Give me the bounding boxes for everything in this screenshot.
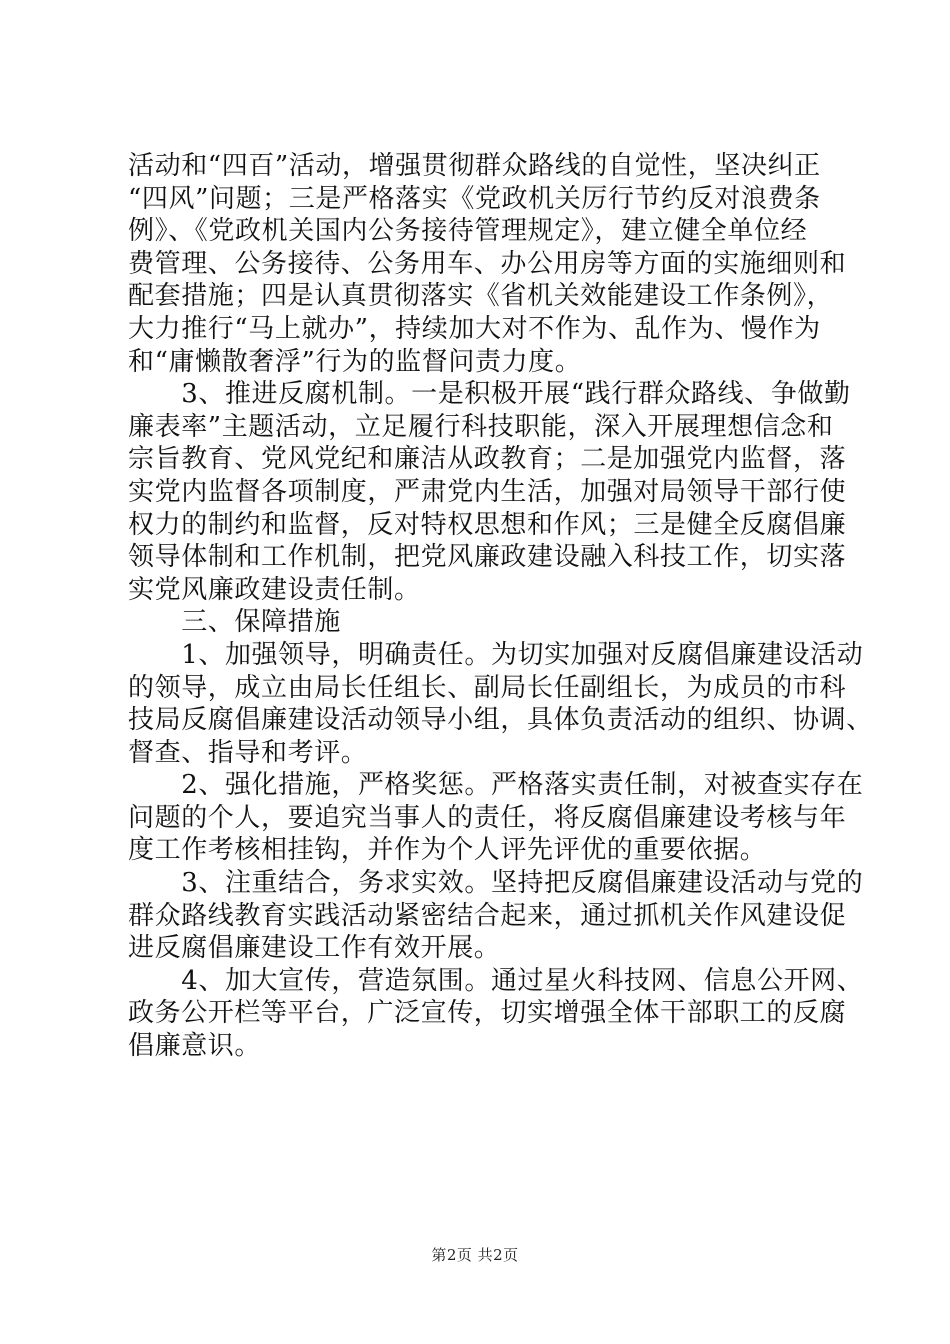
text-line: 督查、指导和考评。: [128, 737, 368, 768]
text-line: 领导体制和工作机制，把党风廉政建设融入科技工作，切实落: [128, 542, 847, 573]
text-line: 1、加强领导，明确责任。为切实加强对反腐倡廉建设活动: [128, 639, 864, 670]
text-line: 3、注重结合，务求实效。坚持把反腐倡廉建设活动与党的: [128, 868, 864, 899]
text-line: 和“庸懒散奢浮”行为的监督问责力度。: [128, 346, 582, 377]
text-line: 实党风廉政建设责任制。: [128, 574, 421, 605]
page-footer: [0, 1244, 950, 1265]
text-line: 宗旨教育、党风党纪和廉洁从政教育；二是加强党内监督，落: [128, 444, 847, 475]
text-line: 例》、《党政机关国内公务接待管理规定》，建立健全单位经: [128, 216, 808, 247]
text-line: 配套措施；四是认真贯彻落实《省机关效能建设工作条例》，: [128, 281, 834, 312]
text-line: 2、强化措施，严格奖惩。严格落实责任制，对被查实存在: [128, 770, 864, 801]
text-line: 进反腐倡廉建设工作有效开展。: [128, 933, 501, 964]
text-line: 问题的个人，要追究当事人的责任，将反腐倡廉建设考核与年: [128, 802, 847, 833]
text-line: 政务公开栏等平台，广泛宣传，切实增强全体干部职工的反腐: [128, 998, 847, 1029]
text-line: 的领导，成立由局长任组长、副局长任副组长，为成员的市科: [128, 672, 847, 703]
text-line: 大力推行“马上就办”，持续加大对不作为、乱作为、慢作为: [128, 313, 821, 344]
text-line: 权力的制约和监督，反对特权思想和作风；三是健全反腐倡廉: [128, 509, 847, 540]
text-line: 度工作考核相挂钩，并作为个人评先评优的重要依据。: [128, 835, 767, 866]
page-number: 第2页 共2页: [431, 1246, 519, 1264]
text-line: 廉表率”主题活动，立足履行科技职能，深入开展理想信念和: [128, 411, 834, 442]
text-line: 倡廉意识。: [128, 1031, 262, 1062]
text-line: 3、推进反腐机制。一是积极开展“践行群众路线、争做勤: [128, 379, 851, 410]
text-line: “四风”问题；三是严格落实《党政机关厉行节约反对浪费条: [128, 183, 821, 214]
text-line: 群众路线教育实践活动紧密结合起来，通过抓机关作风建设促: [128, 900, 847, 931]
text-line: 技局反腐倡廉建设活动领导小组，具体负责活动的组织、协调、: [128, 705, 873, 736]
section-heading: 三、保障措施: [128, 607, 341, 638]
text-line: 4、加大宣传，营造氛围。通过星火科技网、信息公开网、: [128, 965, 864, 996]
document-body: [128, 150, 873, 1063]
text-line: 活动和“四百”活动，增强贯彻群众路线的自觉性，坚决纠正: [128, 151, 821, 181]
text-line: 实党内监督各项制度，严肃党内生活，加强对局领导干部行使: [128, 476, 847, 507]
text-line: 费管理、公务接待、公务用车、办公用房等方面的实施细则和: [128, 248, 847, 279]
